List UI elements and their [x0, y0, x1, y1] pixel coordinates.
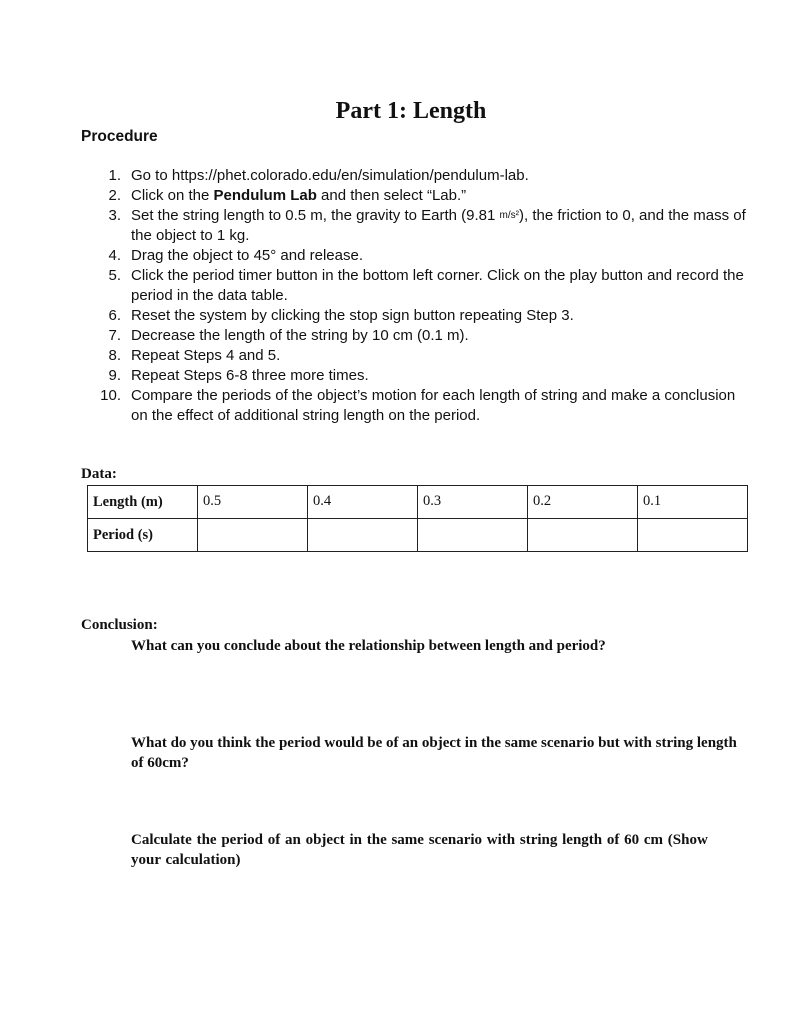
length-cell [418, 486, 528, 519]
length-value: 0.4 [313, 492, 332, 509]
procedure-step [100, 366, 750, 386]
procedure-steps-list [100, 166, 750, 426]
data-table [87, 485, 748, 552]
step-number: 9. [108, 367, 121, 384]
step-number: 6. [108, 307, 121, 324]
period-cell[interactable] [528, 519, 638, 552]
length-value: 0.5 [203, 492, 222, 509]
procedure-step [100, 386, 750, 426]
step-number: 2. [108, 187, 121, 204]
step-text: Repeat Steps 4 and 5. [131, 347, 281, 364]
step-number: 4. [108, 247, 121, 264]
step-number: 8. [108, 347, 121, 364]
procedure-step [100, 166, 750, 186]
step-text: Repeat Steps 6-8 three more times. [131, 367, 369, 384]
step-number: 3. [108, 207, 121, 224]
step-number: 5. [108, 267, 121, 284]
data-heading: Data: [81, 466, 117, 482]
period-cell[interactable] [638, 519, 748, 552]
length-cell [528, 486, 638, 519]
conclusion-question: Calculate the period of an object in the same scenario with string length of 60 cm (Show your calculation) [131, 832, 708, 868]
step-text-after: ), the friction to 0, and the mass of the object to 1 kg. [131, 207, 746, 244]
procedure-step [100, 206, 750, 246]
period-cell[interactable] [198, 519, 308, 552]
procedure-step [100, 246, 750, 266]
length-row [88, 486, 748, 519]
row-header-period: Period (s) [88, 519, 198, 552]
procedure-step [100, 346, 750, 366]
length-cell [638, 486, 748, 519]
step-text: Go to https://phet.colorado.edu/en/simulation/pendulum-lab. [131, 167, 529, 184]
length-value: 0.1 [643, 492, 662, 509]
step-text-before: Set the string length to 0.5 m, the gravity to Earth (9.81 [131, 207, 500, 224]
step-number: 1. [108, 167, 121, 184]
step-text: Click the period timer button in the bottom left corner. Click on the play button and record the period in the data table. [131, 267, 744, 304]
procedure-step [100, 326, 750, 346]
step-number: 7. [108, 327, 121, 344]
period-cell[interactable] [308, 519, 418, 552]
step-text-after: and then select “Lab.” [316, 187, 467, 204]
step-text: Compare the periods of the object’s motion for each length of string and make a conclusion on the effect of additional string length on the period. [131, 387, 736, 424]
procedure-step [100, 306, 750, 326]
procedure-step [100, 266, 750, 306]
period-row [88, 519, 748, 552]
conclusion-question: What can you conclude about the relationship between length and period? [131, 638, 606, 654]
period-cell[interactable] [418, 519, 528, 552]
length-value: 0.2 [533, 492, 552, 509]
step-text-bold: Pendulum Lab [213, 187, 317, 204]
conclusion-question: What do you think the period would be of an object in the same scenario but with string length of 60cm? [131, 735, 737, 771]
conclusion-heading: Conclusion: [81, 617, 158, 633]
length-cell [308, 486, 418, 519]
row-header-length: Length (m) [88, 486, 198, 519]
step-text: Decrease the length of the string by 10 cm (0.1 m). [131, 327, 469, 344]
step-text-before: Click on the [131, 187, 214, 204]
step-text: Drag the object to 45° and release. [131, 247, 363, 264]
length-cell [198, 486, 308, 519]
step-text: Reset the system by clicking the stop sign button repeating Step 3. [131, 307, 574, 324]
length-value: 0.3 [423, 492, 442, 509]
page-title: Part 1: Length [335, 98, 487, 124]
procedure-heading: Procedure [81, 128, 158, 145]
gravity-unit: m/s² [499, 210, 519, 221]
procedure-step [100, 186, 750, 206]
step-number: 10. [100, 387, 121, 404]
